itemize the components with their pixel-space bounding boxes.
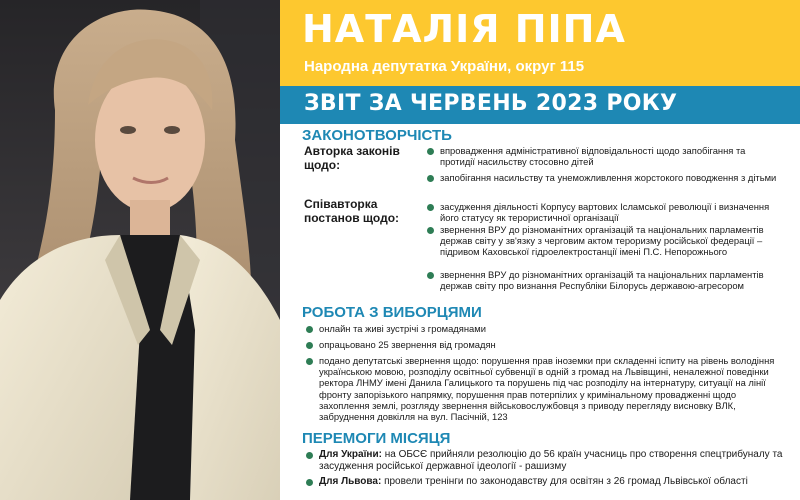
coauthor-item-1: засудження діяльності Корпусу вартових Ісламської революції і визначення його статусу як терористичної організації: [440, 201, 770, 224]
constituents-item-3: подано депутатські звернення щодо: порушення прав іноземки при складенні іспиту на рівень володіння українською мовою, розподілу освітньої субвенції в одній з громад на Львівщині, неналежної поведінки ректора ЛНМУ імені Данила Галицького та порушень під час розподілу на інтернатуру, ситуації на лінії фронту запорізького напрямку, порушення прав потерпілих у кримінальному провадженні щодо захоплення землі, розгляду звернення військовослужбовця з приводу перегляду висновку ВЛК, забруднення довкілля на вул. Пасічній, 123: [319, 355, 775, 423]
bullet-icon: [427, 204, 434, 211]
victories-title: ПЕРЕМОГИ МІСЯЦЯ: [302, 430, 451, 447]
bullet-icon: [306, 479, 313, 486]
victory-text-1: на ОБСЄ прийняли резолюцію до 56 країн учасниць про створення спецтрибуналу та засудження російської державної ідеології - рашизму: [319, 449, 783, 472]
coauthor-item-2: звернення ВРУ до різноманітних організацій та національних парламентів держав світу у зв'язку з черговим актом тероризму російської федерації – підривом Каховської гідроелектростанції імені П.С. Непорожнього: [440, 224, 764, 258]
victory-text-2: провели тренінги по законодавству для освітян з 26 громад Львівської області: [381, 476, 748, 487]
lawmaking-title: ЗАКОНОТВОРЧІСТЬ: [302, 127, 452, 144]
bullet-icon: [306, 342, 313, 349]
victory-item-2: [319, 476, 789, 488]
victory-lead-1: Для України:: [319, 449, 382, 460]
person-name: НАТАЛІЯ ПІПА: [302, 7, 626, 51]
portrait-illustration: [0, 0, 280, 500]
bullet-icon: [427, 175, 434, 182]
bullet-icon: [427, 272, 434, 279]
portrait-photo: [0, 0, 280, 500]
report-content: [280, 124, 800, 500]
report-title: ЗВІТ ЗА ЧЕРВЕНЬ 2023 РОКУ: [304, 91, 678, 116]
bullet-icon: [306, 452, 313, 459]
bullet-icon: [306, 358, 313, 365]
coauthor-label: Співавторка постанов щодо:: [304, 197, 400, 225]
coauthor-item-3: звернення ВРУ до різноманітних організацій та національних парламентів держав світу про визнання Республіки Білорусь державою-агресором: [440, 269, 764, 292]
victory-item-1: [319, 449, 789, 473]
constituents-item-2: опрацьовано 25 звернення від громадян: [319, 339, 496, 350]
author-item-1: впровадження адміністративної відповідальності щодо запобігання та протидії насильству стосовно дітей: [440, 145, 746, 168]
header-bar: [280, 0, 800, 86]
author-label: Авторка законів щодо:: [304, 144, 400, 172]
report-banner: [280, 86, 800, 124]
victory-lead-2: Для Львова:: [319, 476, 382, 487]
bullet-icon: [427, 148, 434, 155]
person-subtitle: Народна депутатка України, округ 115: [304, 58, 585, 75]
bullet-icon: [306, 326, 313, 333]
constituents-title: РОБОТА З ВИБОРЦЯМИ: [302, 304, 482, 321]
author-item-2: запобігання насильству та унеможливлення жорстокого поводження з дітьми: [440, 172, 777, 183]
constituents-item-1: онлайн та живі зустрічі з громадянами: [319, 323, 486, 334]
bullet-icon: [427, 227, 434, 234]
